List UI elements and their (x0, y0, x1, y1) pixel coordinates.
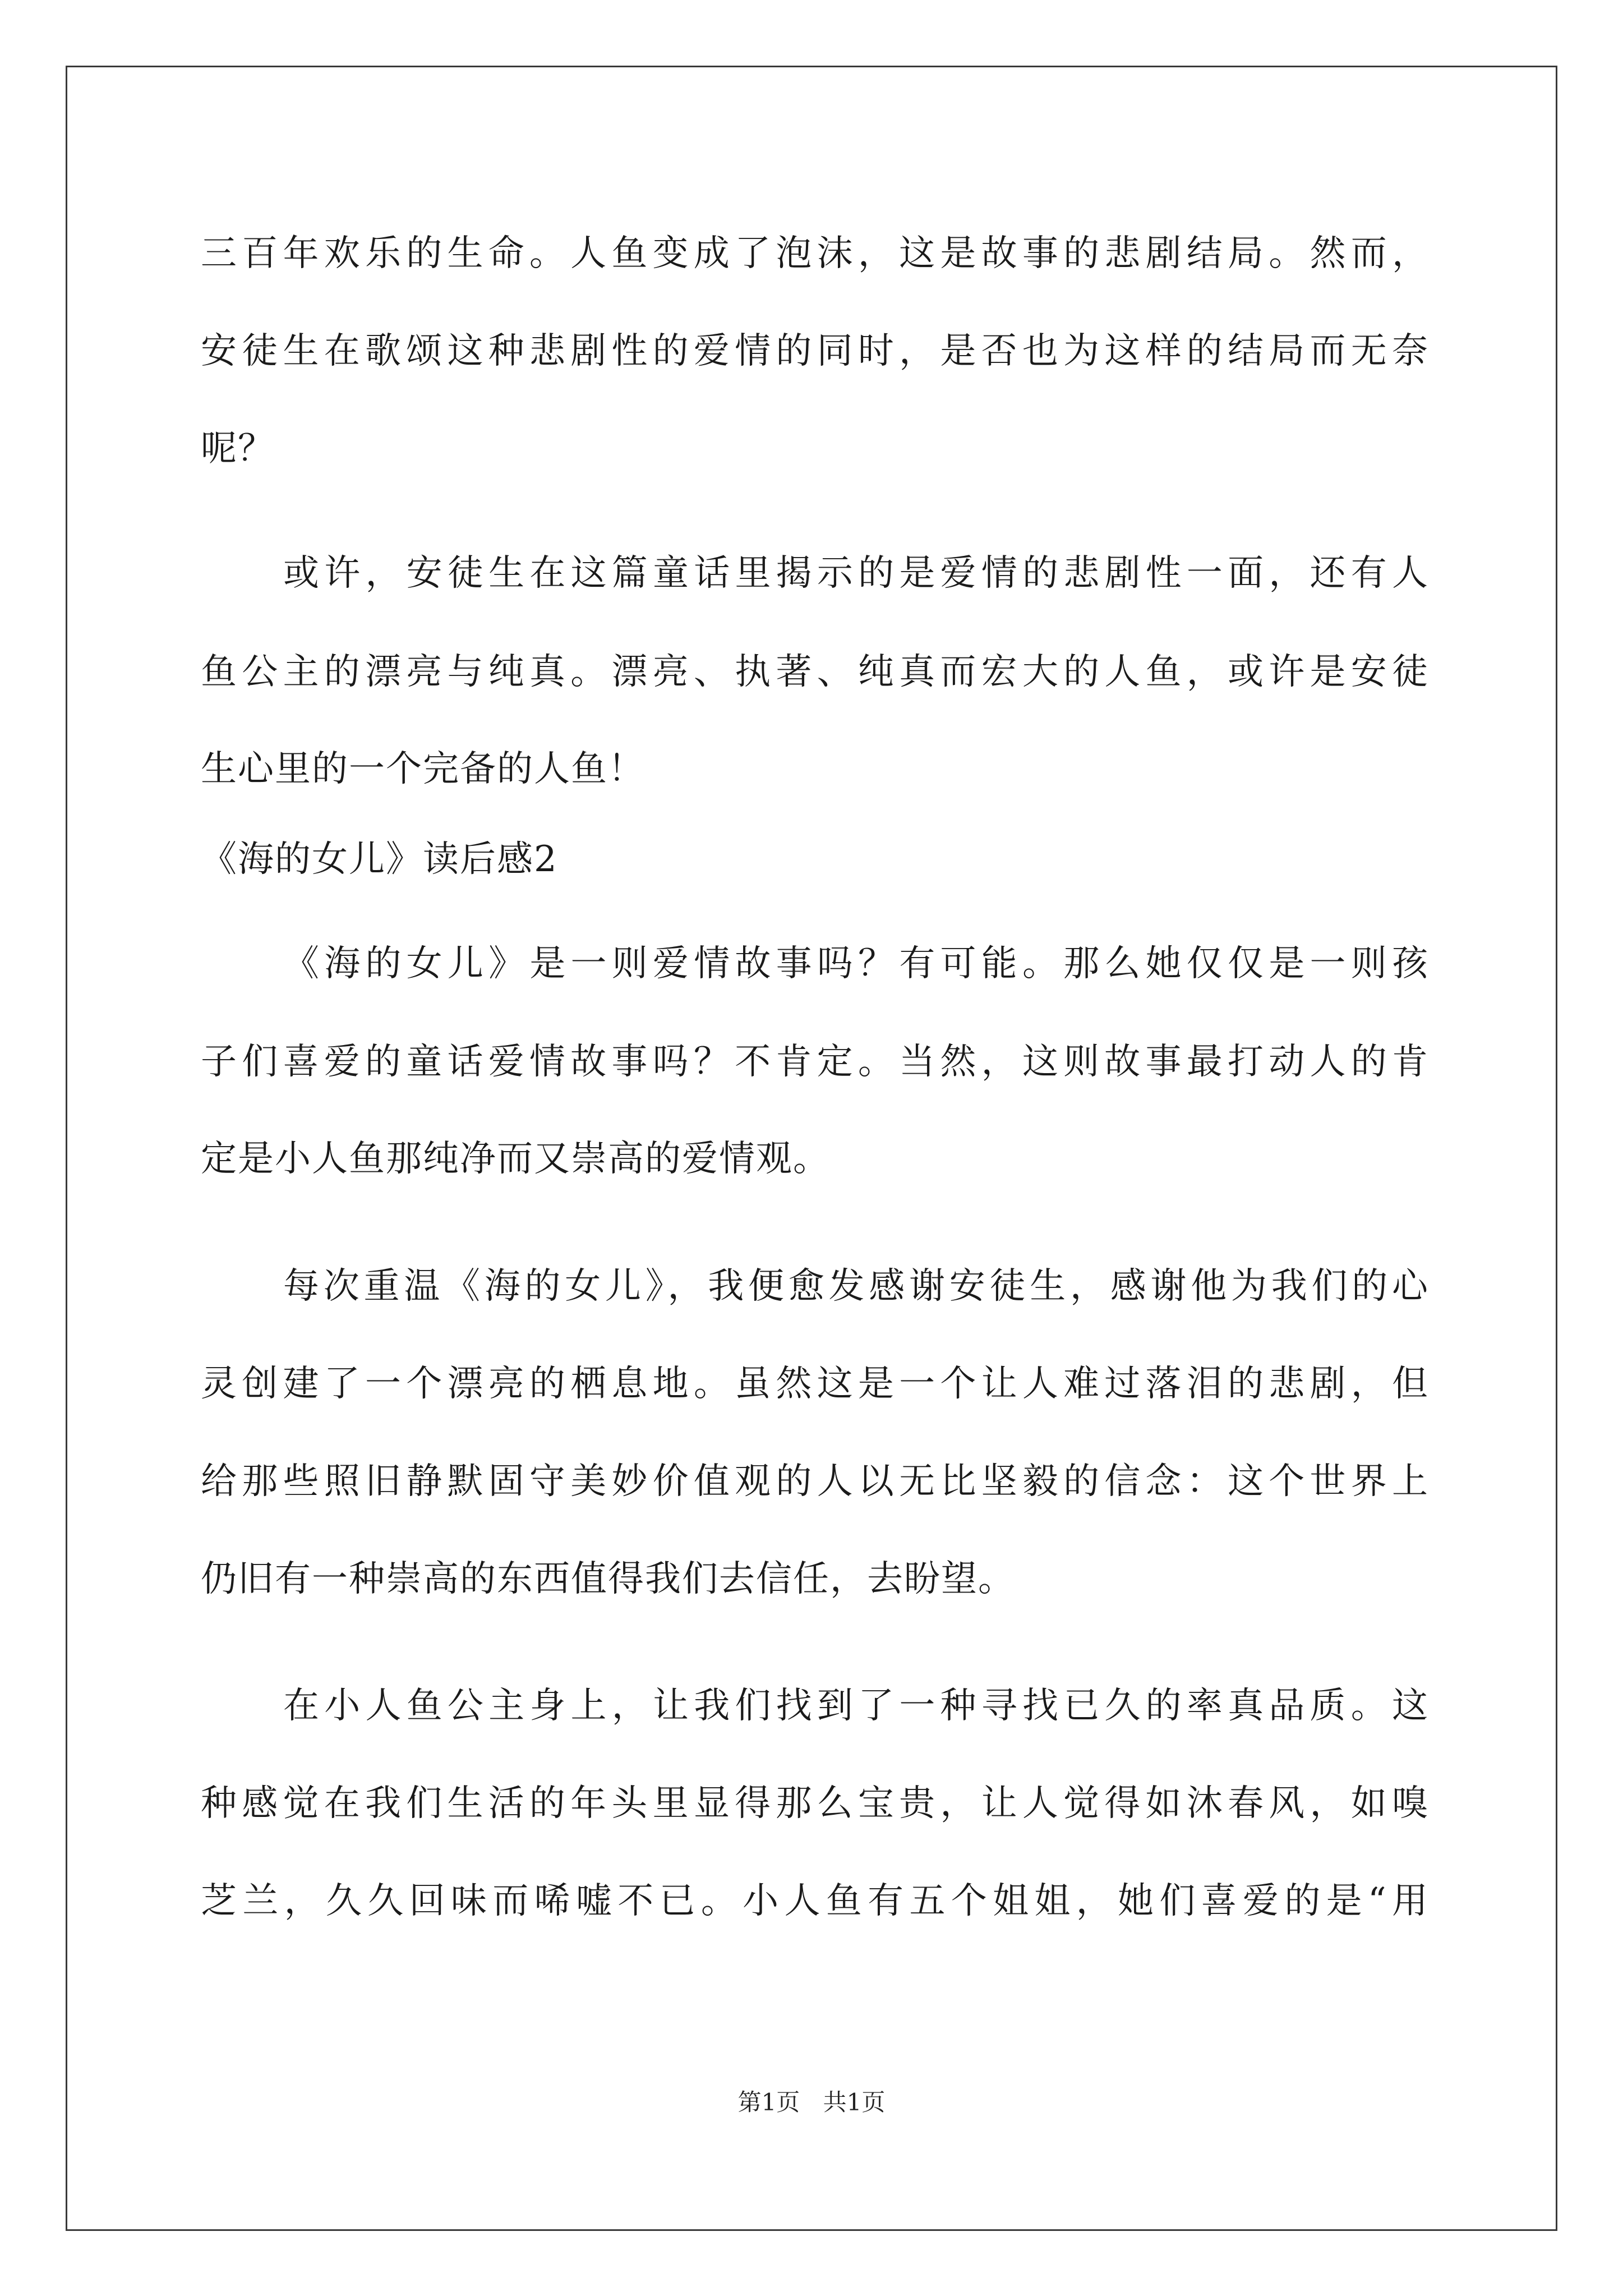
paragraph-line: 鱼公主的漂亮与纯真。漂亮、执著、纯真而宏大的人鱼，或许是安徒 (201, 651, 1429, 693)
paragraph-line: 子们喜爱的童话爱情故事吗？不肯定。当然，这则故事最打动人的肯 (201, 1041, 1429, 1083)
paragraph-line: 仍旧有一种崇高的东西值得我们去信任，去盼望。 (201, 1558, 1015, 1600)
page-number: 第1页 (737, 2088, 800, 2116)
paragraph-line: 安徒生在歌颂这种悲剧性的爱情的同时，是否也为这样的结局而无奈 (201, 330, 1429, 372)
paragraph-line: 灵创建了一个漂亮的栖息地。虽然这是一个让人难过落泪的悲剧，但 (201, 1363, 1429, 1405)
paragraph-line: 《海的女儿》是一则爱情故事吗？有可能。那么她仅仅是一则孩 (283, 943, 1429, 984)
paragraph-line: 定是小人鱼那纯净而又崇高的爱情观。 (201, 1138, 830, 1180)
paragraph-line: 生心里的一个完备的人鱼！ (201, 748, 645, 790)
paragraph-line: 每次重温《海的女儿》，我便愈发感谢安徒生，感谢他为我们的心 (283, 1266, 1429, 1307)
paragraph-line: 芝兰，久久回味而唏嘘不已。小人鱼有五个姐姐，她们喜爱的是“用 (201, 1880, 1429, 1922)
paragraph-line: 三百年欢乐的生命。人鱼变成了泡沫，这是故事的悲剧结局。然而， (201, 233, 1429, 274)
page-total: 共1页 (823, 2088, 886, 2116)
paragraph-line: 或许，安徒生在这篇童话里揭示的是爱情的悲剧性一面，还有人 (283, 553, 1429, 594)
paragraph-line: 给那些照旧静默固守美妙价值观的人以无比坚毅的信念：这个世界上 (201, 1461, 1429, 1502)
paragraph-line: 在小人鱼公主身上，让我们找到了一种寻找已久的率真品质。这 (283, 1685, 1429, 1727)
paragraph-line: 呢？ (201, 428, 275, 470)
paragraph-line: 种感觉在我们生活的年头里显得那么宝贵，让人觉得如沐春风，如嗅 (201, 1783, 1429, 1824)
section-heading: 《海的女儿》读后感2 (201, 839, 558, 880)
page-footer (0, 2088, 1623, 2116)
